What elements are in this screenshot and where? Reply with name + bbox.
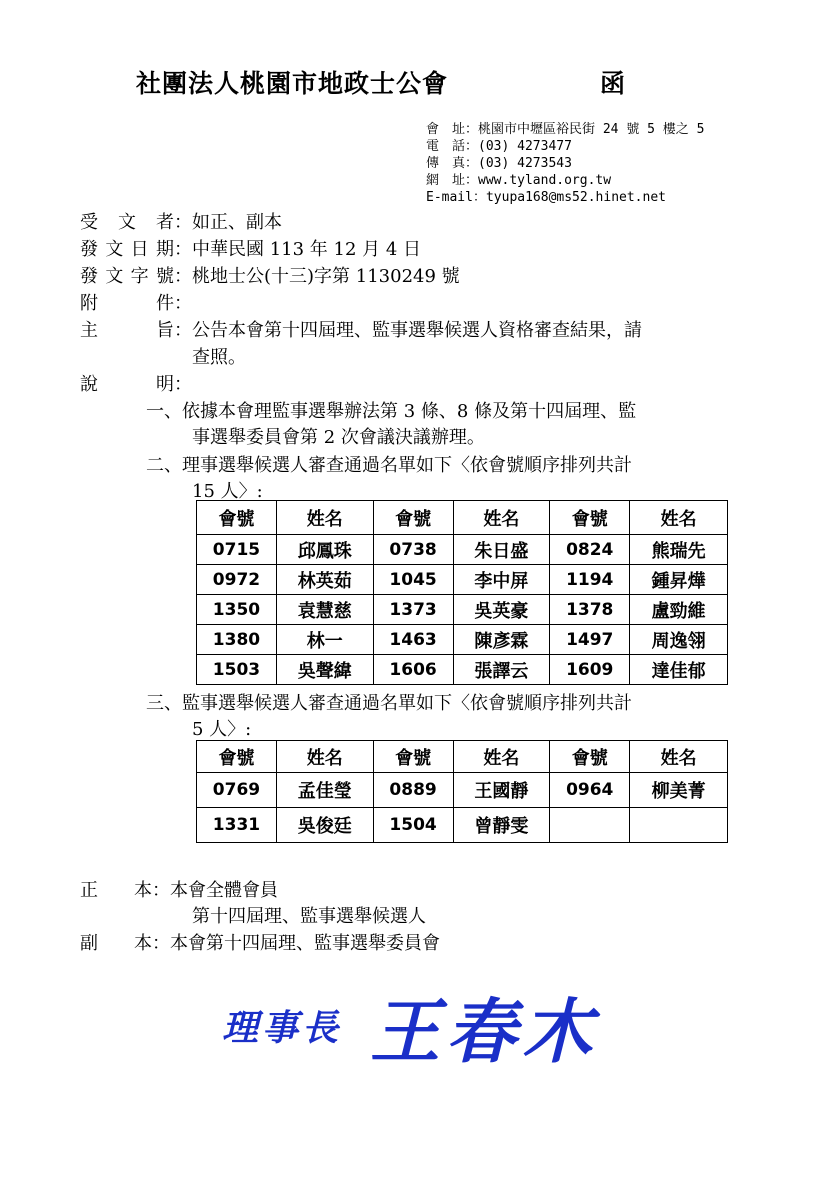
- candidate-name: 李中屏: [453, 565, 550, 595]
- member-number: 1463: [373, 625, 453, 655]
- header-name: 姓名: [276, 741, 373, 773]
- fax-value: (03) 4273543: [478, 156, 572, 171]
- original-line-1: 本會全體會員: [170, 880, 278, 901]
- member-number: 1380: [197, 625, 277, 655]
- header-num: 會號: [373, 501, 453, 535]
- chairman-title-signature: 理事長: [222, 1007, 343, 1049]
- table-row: [197, 565, 728, 595]
- subject-line-2: 查照。: [192, 347, 246, 368]
- copy-label: 副 本：: [80, 933, 170, 954]
- recipient-row: 受文者：如正、副本: [80, 208, 282, 234]
- candidate-name: 吳俊廷: [276, 808, 373, 843]
- table-row: [197, 595, 728, 625]
- supervisor-candidates-table: [196, 740, 728, 843]
- original-label: 正 本：: [80, 880, 170, 901]
- table-row: [197, 773, 728, 808]
- candidate-name: 朱日盛: [453, 535, 550, 565]
- member-number: 1609: [550, 655, 630, 685]
- candidate-name: 吳聲緯: [276, 655, 373, 685]
- member-number: [550, 808, 630, 843]
- candidate-name: 邱鳳珠: [276, 535, 373, 565]
- table-header-row: [197, 741, 728, 773]
- date-row: 發文日期：中華民國 113 年 12 月 4 日: [80, 235, 421, 261]
- item-2-line-1: 二、理事選舉候選人審查通過名單如下〈依會號順序排列共計: [146, 455, 632, 476]
- header-num: 會號: [550, 741, 630, 773]
- member-number: 1497: [550, 625, 630, 655]
- member-number: 1194: [550, 565, 630, 595]
- candidate-name: 吳英豪: [453, 595, 550, 625]
- candidate-name: 張譯云: [453, 655, 550, 685]
- member-number: 1503: [197, 655, 277, 685]
- candidate-name: 盧勁維: [630, 595, 728, 625]
- header-name: 姓名: [453, 501, 550, 535]
- candidate-name: 孟佳瑩: [276, 773, 373, 808]
- member-number: 0769: [197, 773, 277, 808]
- member-number: 1350: [197, 595, 277, 625]
- chairman-name-signature: 王春木: [370, 990, 598, 1073]
- candidate-name: 陳彥霖: [453, 625, 550, 655]
- member-number: 1373: [373, 595, 453, 625]
- header-num: 會號: [550, 501, 630, 535]
- header-name: 姓名: [630, 741, 728, 773]
- doc-type: 函: [600, 69, 626, 98]
- subject-label: 主旨: [80, 320, 174, 341]
- explanation-label: 說明: [80, 374, 174, 395]
- item-3-line-1: 三、監事選舉候選人審查通過名單如下〈依會號順序排列共計: [146, 693, 632, 714]
- item-1-line-2: 事選舉委員會第 2 次會議決議辦理。: [192, 427, 485, 448]
- header-name: 姓名: [630, 501, 728, 535]
- web-value: www.tyland.org.tw: [478, 173, 612, 188]
- original-line-2: 第十四屆理、監事選舉候選人: [192, 906, 426, 927]
- date-value: 中華民國 113 年 12 月 4 日: [192, 239, 422, 260]
- member-number: 0889: [373, 773, 453, 808]
- candidate-name: 達佳郁: [630, 655, 728, 685]
- candidate-name: 袁慧慈: [276, 595, 373, 625]
- item-1-line-1: 一、依據本會理監事選舉辦法第 3 條、8 條及第十四屆理、監: [146, 401, 637, 422]
- item-2-line-2: 15 人〉:: [192, 481, 263, 502]
- candidate-name: 曾靜雯: [453, 808, 550, 843]
- fax-label: 傳 真：: [426, 156, 479, 171]
- contact-email: [426, 189, 666, 207]
- docno-row: 發文字號：桃地士公(十三)字第 1130249 號: [80, 262, 460, 288]
- phone-value: (03) 4273477: [478, 139, 572, 154]
- recipient-value: 如正、副本: [192, 212, 282, 233]
- contact-fax: [426, 155, 572, 173]
- header-num: 會號: [373, 741, 453, 773]
- candidate-name: 林一: [276, 625, 373, 655]
- address-label: 會 址：: [426, 122, 479, 137]
- member-number: 0738: [373, 535, 453, 565]
- table-header-row: [197, 501, 728, 535]
- attachment-label: 附件: [80, 293, 174, 314]
- candidate-name: 周逸翎: [630, 625, 728, 655]
- member-number: 1606: [373, 655, 453, 685]
- candidate-name: 林英茹: [276, 565, 373, 595]
- table-row: [197, 625, 728, 655]
- phone-label: 電 話：: [426, 139, 479, 154]
- candidate-name: 鍾昇燁: [630, 565, 728, 595]
- contact-address: [426, 121, 704, 139]
- director-candidates-table: [196, 500, 728, 685]
- member-number: 1045: [373, 565, 453, 595]
- explanation-row: 說明：: [80, 370, 192, 396]
- member-number: 1331: [197, 808, 277, 843]
- member-number: 0964: [550, 773, 630, 808]
- candidate-name: 熊瑞先: [630, 535, 728, 565]
- candidate-name: 王國靜: [453, 773, 550, 808]
- candidate-name: 柳美菁: [630, 773, 728, 808]
- web-label: 網 址：: [426, 173, 479, 188]
- contact-web: [426, 172, 611, 190]
- docno-label: 發文字號: [80, 266, 174, 287]
- copy-line-1: 本會第十四屆理、監事選舉委員會: [170, 933, 440, 954]
- member-number: 0972: [197, 565, 277, 595]
- subject-row: 主旨：公告本會第十四屆理、監事選舉候選人資格審查結果，請: [80, 316, 642, 342]
- original-recipients-row: [80, 876, 278, 902]
- table-row: [197, 808, 728, 843]
- email-label: E-mail：: [426, 190, 486, 205]
- member-number: 0824: [550, 535, 630, 565]
- header-name: 姓名: [453, 741, 550, 773]
- org-name: 社團法人桃園市地政士公會: [136, 69, 449, 98]
- header-num: 會號: [197, 501, 277, 535]
- docno-value: 桃地士公(十三)字第 1130249 號: [192, 266, 460, 287]
- member-number: 1378: [550, 595, 630, 625]
- date-label: 發文日期: [80, 239, 174, 260]
- email-value: tyupa168@ms52.hinet.net: [485, 190, 666, 205]
- table-row: [197, 535, 728, 565]
- candidate-name: [630, 808, 728, 843]
- member-number: 1504: [373, 808, 453, 843]
- address-value: 桃園市中壢區裕民街 24 號 5 樓之 5: [478, 122, 705, 137]
- header-name: 姓名: [276, 501, 373, 535]
- recipient-label: 受文者: [80, 212, 174, 233]
- item-3-line-2: 5 人〉:: [192, 719, 252, 740]
- member-number: 0715: [197, 535, 277, 565]
- attachment-row: 附件：: [80, 289, 192, 315]
- copy-recipients-row: [80, 929, 440, 955]
- subject-line-1: 公告本會第十四屆理、監事選舉候選人資格審查結果，請: [192, 320, 642, 341]
- contact-phone: [426, 138, 572, 156]
- table-row: [197, 655, 728, 685]
- header-num: 會號: [197, 741, 277, 773]
